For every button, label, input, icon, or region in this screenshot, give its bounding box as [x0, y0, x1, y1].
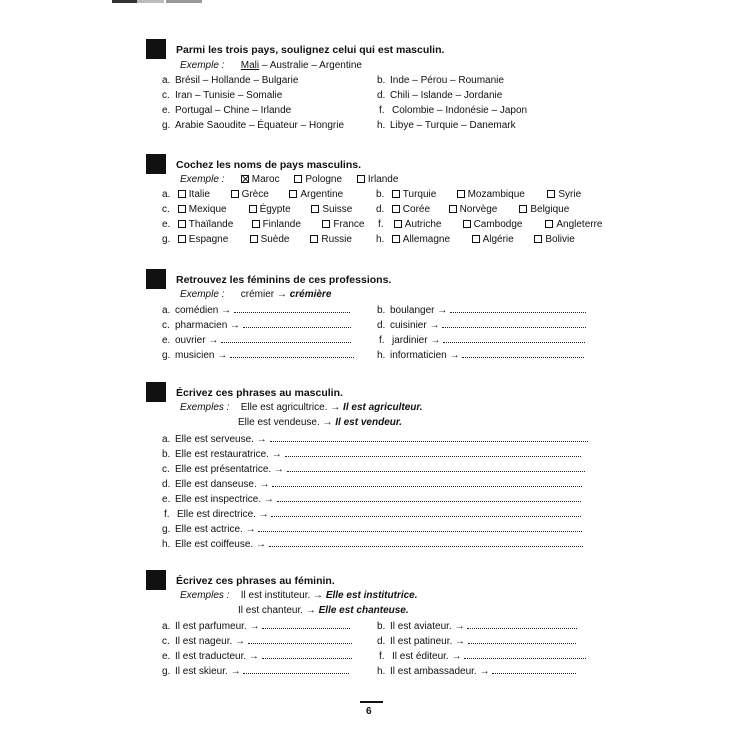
- answer-blank[interactable]: [248, 636, 352, 644]
- item-letter: d.: [377, 636, 386, 647]
- checkbox-label: Maroc: [251, 174, 280, 185]
- checkbox-option[interactable]: [534, 234, 574, 245]
- example-prompt: Elle est vendeuse. →: [238, 417, 333, 428]
- item-letter: e.: [162, 494, 171, 505]
- item-row: [162, 494, 581, 505]
- checkbox-icon[interactable]: [250, 235, 258, 243]
- answer-blank[interactable]: [462, 350, 584, 358]
- example-row: [238, 417, 402, 428]
- answer-blank[interactable]: [492, 666, 576, 674]
- item-prompt: informaticien →: [390, 350, 460, 361]
- item-text[interactable]: Iran – Tunisie – Somalie: [175, 90, 283, 101]
- option-label: Égypte: [259, 204, 291, 215]
- option-label: Autriche: [404, 219, 442, 230]
- item-prompt: Elle est danseuse. →: [175, 479, 270, 490]
- answer-blank[interactable]: [270, 434, 588, 442]
- checkbox-icon[interactable]: [310, 235, 318, 243]
- checkbox-icon[interactable]: [178, 190, 186, 198]
- option-label: Cambodge: [473, 219, 523, 230]
- item-letter: h.: [377, 350, 386, 361]
- item-text[interactable]: Colombie – Indonésie – Japon: [392, 105, 528, 116]
- checkbox-option[interactable]: [311, 204, 352, 215]
- item-letter: b.: [377, 305, 386, 316]
- item-prompt: pharmacien →: [175, 320, 241, 331]
- checkbox-option[interactable]: [178, 234, 247, 245]
- item-letter: e.: [162, 651, 171, 662]
- item-row: [379, 335, 585, 346]
- item-letter: a.: [162, 434, 171, 445]
- example-answer: Il est vendeur.: [335, 417, 402, 428]
- item-prompt: Elle est inspectrice. →: [175, 494, 274, 505]
- answer-blank[interactable]: [234, 305, 350, 313]
- item-row: [162, 666, 349, 677]
- item-row: [377, 350, 584, 361]
- exercise-underline-masculine: [146, 39, 606, 139]
- checkbox-option[interactable]: [178, 219, 249, 230]
- option-label: Italie: [188, 189, 210, 200]
- item-letter: f.: [164, 509, 170, 520]
- item-letter: a.: [162, 189, 171, 200]
- item-letter: f.: [379, 651, 385, 662]
- checkbox-checked-icon: [241, 175, 249, 183]
- item-text[interactable]: Inde – Pérou – Roumanie: [390, 75, 504, 86]
- checkbox-icon[interactable]: [311, 205, 319, 213]
- option-label: Russie: [321, 234, 352, 245]
- checkbox-label: Pologne: [305, 174, 343, 185]
- option-label: Thaïlande: [188, 219, 234, 230]
- example-rest: – Australie – Argentine: [259, 60, 362, 71]
- checkbox-option[interactable]: [322, 219, 364, 230]
- item-row: [162, 449, 581, 460]
- answer-blank[interactable]: [464, 651, 586, 659]
- answer-blank[interactable]: [285, 449, 581, 457]
- checkbox-icon[interactable]: [519, 205, 527, 213]
- item-row: [162, 434, 588, 445]
- example-answer: Elle est institutrice.: [325, 590, 418, 601]
- checkbox-icon[interactable]: [322, 220, 330, 228]
- item-letter: b.: [377, 621, 386, 632]
- item-letter: e.: [162, 219, 171, 230]
- item-letter: h.: [376, 234, 385, 245]
- option-label: Belgique: [530, 204, 570, 215]
- checkbox-icon: [294, 175, 302, 183]
- answer-blank[interactable]: [443, 335, 585, 343]
- option-label: Finlande: [262, 219, 301, 230]
- checkbox-option[interactable]: [463, 219, 543, 230]
- item-prompt: ouvrier →: [175, 335, 219, 346]
- checkbox-option[interactable]: [392, 204, 446, 215]
- answer-blank[interactable]: [277, 494, 581, 502]
- item-row: [162, 189, 343, 200]
- example-row: [180, 174, 398, 185]
- item-text[interactable]: Chili – Islande – Jordanie: [390, 90, 503, 101]
- item-letter: g.: [162, 666, 171, 677]
- item-text[interactable]: Libye – Turquie – Danemark: [390, 120, 516, 131]
- item-row: [377, 320, 586, 331]
- item-letter: a.: [162, 305, 171, 316]
- example-underlined-answer: Mali: [240, 60, 260, 71]
- item-row: [162, 636, 352, 647]
- item-row: [162, 219, 364, 230]
- example-label: Exemple :: [180, 289, 225, 300]
- answer-blank[interactable]: [269, 539, 583, 547]
- exercise-marker-icon: [146, 39, 166, 59]
- option-label: Syrie: [558, 189, 582, 200]
- item-row: [162, 539, 583, 550]
- option-label: Suisse: [322, 204, 353, 215]
- answer-blank[interactable]: [271, 509, 581, 517]
- checkbox-option[interactable]: [289, 189, 343, 200]
- option-label: Mozambique: [467, 189, 525, 200]
- answer-blank[interactable]: [287, 464, 585, 472]
- checkbox-icon[interactable]: [289, 190, 297, 198]
- item-letter: g.: [162, 524, 171, 535]
- checkbox-icon[interactable]: [252, 220, 260, 228]
- exercise-heading: Écrivez ces phrases au féminin.: [176, 575, 335, 587]
- item-row: [162, 479, 582, 490]
- item-row: [162, 651, 352, 662]
- example-prompt: Il est chanteur. →: [238, 605, 316, 616]
- answer-blank[interactable]: [272, 479, 582, 487]
- item-letter: e.: [162, 335, 171, 346]
- item-row[interactable]: [377, 75, 504, 86]
- item-prompt: Elle est restauratrice. →: [175, 449, 282, 460]
- example-label: Exemple :: [180, 60, 225, 71]
- item-letter: a.: [162, 621, 171, 632]
- item-row[interactable]: [162, 120, 344, 131]
- page-number-rule: [360, 701, 383, 703]
- checkbox-option[interactable]: [250, 234, 308, 245]
- item-row[interactable]: [162, 105, 291, 116]
- item-letter: f.: [379, 335, 385, 346]
- checkbox-icon[interactable]: [547, 190, 555, 198]
- checkbox-icon[interactable]: [392, 190, 400, 198]
- checkbox-icon[interactable]: [457, 190, 465, 198]
- item-row: [378, 219, 602, 230]
- answer-blank[interactable]: [258, 524, 582, 532]
- item-row: [164, 509, 581, 520]
- item-row: [376, 189, 581, 200]
- checkbox-option[interactable]: [545, 219, 602, 230]
- example-prompt: Elle est agricultrice. →: [240, 402, 341, 413]
- answer-blank[interactable]: [262, 651, 352, 659]
- checkbox-option[interactable]: [392, 189, 454, 200]
- checkbox-icon[interactable]: [534, 235, 542, 243]
- checkbox-option[interactable]: [449, 204, 517, 215]
- item-row: [162, 320, 351, 331]
- checkbox-option[interactable]: [519, 204, 569, 215]
- option-label: Mexique: [188, 204, 227, 215]
- item-letter: c.: [162, 464, 170, 475]
- checkbox-icon[interactable]: [394, 220, 402, 228]
- item-row: [377, 666, 576, 677]
- option-label: Espagne: [188, 234, 229, 245]
- page-number: 6: [366, 706, 372, 717]
- item-row: [377, 305, 586, 316]
- example-label: Exemple :: [180, 174, 225, 185]
- answer-blank[interactable]: [468, 636, 576, 644]
- checkbox-icon[interactable]: [392, 235, 400, 243]
- item-row: [162, 621, 350, 632]
- item-prompt: Il est parfumeur. →: [175, 621, 260, 632]
- item-letter: h.: [377, 666, 386, 677]
- example-label: Exemples :: [180, 402, 230, 413]
- item-prompt: Il est traducteur. →: [175, 651, 259, 662]
- answer-blank[interactable]: [243, 320, 351, 328]
- checkbox-icon[interactable]: [472, 235, 480, 243]
- checkbox-option[interactable]: [178, 204, 246, 215]
- item-row[interactable]: [162, 90, 282, 101]
- example-row: [180, 60, 362, 71]
- item-prompt: Il est ambassadeur. →: [390, 666, 490, 677]
- item-row[interactable]: [377, 120, 516, 131]
- item-row: [376, 234, 575, 245]
- item-text[interactable]: Brésil – Hollande – Bulgarie: [175, 75, 299, 86]
- checkbox-icon[interactable]: [392, 205, 400, 213]
- checkbox-icon[interactable]: [449, 205, 457, 213]
- checkbox-icon[interactable]: [178, 220, 186, 228]
- checkbox-option[interactable]: [231, 189, 287, 200]
- exercise-heading: Cochez les noms de pays masculins.: [176, 159, 361, 171]
- option-label: Angleterre: [556, 219, 603, 230]
- item-letter: h.: [377, 120, 386, 131]
- item-letter: g.: [162, 120, 171, 131]
- exercise-heading: Parmi les trois pays, soulignez celui qui est masculin.: [176, 44, 445, 56]
- item-prompt: Il est nageur. →: [175, 636, 246, 647]
- checkbox-option[interactable]: [394, 219, 460, 230]
- checkbox-icon[interactable]: [545, 220, 553, 228]
- example-row: [180, 289, 331, 300]
- item-prompt: Elle est présentatrice. →: [175, 464, 284, 475]
- answer-blank[interactable]: [262, 621, 350, 629]
- checkbox-icon[interactable]: [463, 220, 471, 228]
- item-letter: b.: [377, 75, 386, 86]
- checkbox-icon[interactable]: [231, 190, 239, 198]
- checkbox-icon[interactable]: [249, 205, 257, 213]
- answer-blank[interactable]: [450, 305, 586, 313]
- item-prompt: boulanger →: [390, 305, 448, 316]
- item-row: [376, 204, 569, 215]
- checkbox-option[interactable]: [457, 189, 545, 200]
- answer-blank[interactable]: [221, 335, 351, 343]
- item-letter: b.: [376, 189, 385, 200]
- item-row[interactable]: [379, 105, 527, 116]
- item-letter: g.: [162, 350, 171, 361]
- item-letter: c.: [162, 204, 170, 215]
- item-prompt: Elle est actrice. →: [175, 524, 256, 535]
- item-letter: g.: [162, 234, 171, 245]
- item-prompt: Il est éditeur. →: [392, 651, 462, 662]
- exercise-feminine-professions: [146, 269, 606, 369]
- item-prompt: jardinier →: [392, 335, 441, 346]
- item-row[interactable]: [162, 75, 298, 86]
- item-letter: b.: [162, 449, 171, 460]
- exercise-check-masculine: [146, 154, 606, 254]
- exercise-marker-icon: [146, 154, 166, 174]
- option-label: Turquie: [402, 189, 437, 200]
- item-letter: a.: [162, 75, 171, 86]
- option-label: Norvège: [459, 204, 498, 215]
- item-row: [162, 350, 354, 361]
- item-letter: f.: [378, 219, 384, 230]
- answer-blank[interactable]: [243, 666, 349, 674]
- item-prompt: Il est aviateur. →: [390, 621, 465, 632]
- item-letter: d.: [376, 204, 385, 215]
- exercise-marker-icon: [146, 382, 166, 402]
- option-label: Bolivie: [545, 234, 575, 245]
- item-row: [377, 636, 576, 647]
- example-answer: crémière: [289, 289, 332, 300]
- option-label: Argentine: [300, 189, 344, 200]
- exercise-heading: Retrouvez les féminins de ces professions.: [176, 274, 392, 286]
- item-row: [162, 234, 352, 245]
- example-answer: Il est agriculteur.: [343, 402, 423, 413]
- checkbox-option[interactable]: [310, 234, 352, 245]
- answer-blank[interactable]: [467, 621, 577, 629]
- checkbox-option[interactable]: [547, 189, 581, 200]
- checkbox-icon[interactable]: [178, 205, 186, 213]
- item-letter: e.: [162, 105, 171, 116]
- item-row[interactable]: [377, 90, 502, 101]
- option-label: Algérie: [482, 234, 514, 245]
- exercise-feminine-sentences: [146, 570, 606, 685]
- item-row: [377, 621, 577, 632]
- item-text[interactable]: Arabie Saoudite – Équateur – Hongrie: [175, 120, 345, 131]
- item-row: [162, 464, 585, 475]
- item-prompt: Il est skieur. →: [175, 666, 241, 677]
- item-row: [162, 204, 352, 215]
- option-label: Suède: [260, 234, 290, 245]
- item-letter: d.: [377, 320, 386, 331]
- top-edge-bar: [112, 0, 202, 3]
- option-label: France: [333, 219, 365, 230]
- item-letter: d.: [162, 479, 171, 490]
- option-label: Corée: [402, 204, 431, 215]
- item-row: [162, 524, 582, 535]
- item-prompt: cuisinier →: [390, 320, 440, 331]
- exercise-masculine-sentences: [146, 382, 606, 552]
- checkbox-option[interactable]: [392, 234, 469, 245]
- item-letter: d.: [377, 90, 386, 101]
- item-letter: c.: [162, 320, 170, 331]
- checkbox-icon[interactable]: [178, 235, 186, 243]
- example-prompt: Il est instituteur. →: [240, 590, 324, 601]
- item-prompt: comédien →: [175, 305, 232, 316]
- option-label: Allemagne: [402, 234, 451, 245]
- checkbox-label: Irlande: [367, 174, 399, 185]
- item-prompt: Elle est serveuse. →: [175, 434, 267, 445]
- checkbox-option[interactable]: [249, 204, 309, 215]
- item-row: [162, 335, 351, 346]
- answer-blank[interactable]: [230, 350, 354, 358]
- exercise-marker-icon: [146, 570, 166, 590]
- checkbox-option[interactable]: [252, 219, 320, 230]
- item-letter: h.: [162, 539, 171, 550]
- exercise-heading: Écrivez ces phrases au masculin.: [176, 387, 343, 399]
- example-row: [180, 402, 423, 413]
- exercise-marker-icon: [146, 269, 166, 289]
- checkbox-option[interactable]: [472, 234, 532, 245]
- answer-blank[interactable]: [442, 320, 586, 328]
- item-prompt: musicien →: [175, 350, 228, 361]
- item-prompt: Elle est coiffeuse. →: [175, 539, 266, 550]
- item-text[interactable]: Portugal – Chine – Irlande: [175, 105, 292, 116]
- item-letter: f.: [379, 105, 385, 116]
- item-row: [162, 305, 350, 316]
- example-answer: Elle est chanteuse.: [318, 605, 409, 616]
- item-letter: c.: [162, 636, 170, 647]
- example-label: Exemples :: [180, 590, 230, 601]
- option-label: Grèce: [241, 189, 269, 200]
- example-prompt: crémier →: [240, 289, 287, 300]
- example-row: [238, 605, 409, 616]
- item-row: [379, 651, 586, 662]
- checkbox-icon: [357, 175, 365, 183]
- example-row: [180, 590, 418, 601]
- item-prompt: Elle est directrice. →: [177, 509, 269, 520]
- item-prompt: Il est patineur. →: [390, 636, 466, 647]
- checkbox-option[interactable]: [178, 189, 228, 200]
- item-letter: c.: [162, 90, 170, 101]
